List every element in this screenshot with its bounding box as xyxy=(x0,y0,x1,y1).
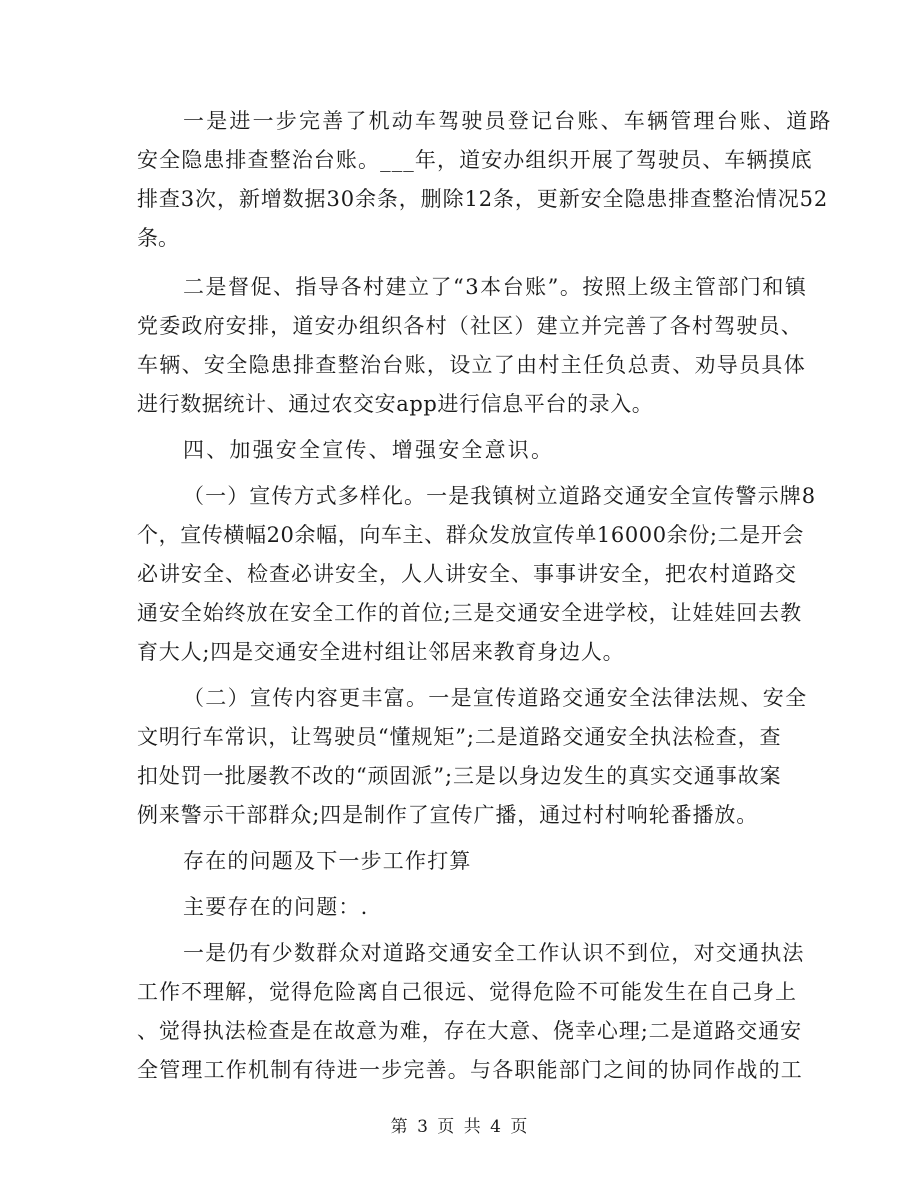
paragraph-4-line-1: （一）宣传方式多样化。一是我镇树立道路交通安全宣传警示牌8 xyxy=(183,484,817,508)
paragraph-1-line-1: 一是进一步完善了机动车驾驶员登记台账、车辆管理台账、道路 xyxy=(183,109,833,133)
paragraph-5-line-2: 文明行车常识，让驾驶员“懂规矩”;二是道路交通安全执法检查，查 xyxy=(137,725,782,749)
subheading-main-problems: 主要存在的问题：. xyxy=(183,895,369,919)
paragraph-5-line-1: （二）宣传内容更丰富。一是宣传道路交通安全法律法规、安全 xyxy=(183,686,808,710)
paragraph-2-line-4: 进行数据统计、通过农交安app进行信息平台的录入。 xyxy=(137,392,654,416)
page-number-footer: 第 3 页 共 4 页 xyxy=(390,1117,530,1137)
paragraph-8-line-2: 工作不理解，觉得危险离自己很远、觉得危险不可能发生在自己身上 xyxy=(137,980,797,1004)
section-heading-four: 四、加强安全宣传、增强安全意识。 xyxy=(183,438,555,462)
paragraph-8-line-3: 、觉得执法检查是在故意为难，存在大意、侥幸心理;二是道路交通安 xyxy=(137,1019,802,1043)
paragraph-1-line-2: 安全隐患排查整治台账。___年，道安办组织开展了驾驶员、车辆摸底 xyxy=(137,148,813,172)
paragraph-8-line-1: 一是仍有少数群众对道路交通安全工作认识不到位，对交通执法 xyxy=(183,941,805,965)
paragraph-4-line-3: 必讲安全、检查必讲安全，人人讲安全、事事讲安全，把农村道路交 xyxy=(137,562,797,586)
paragraph-8-line-4: 全管理工作机制有待进一步完善。与各职能部门之间的协同作战的工 xyxy=(137,1058,803,1082)
paragraph-5-line-3: 扣处罚一批屡教不改的“顽固派”;三是以身边发生的真实交通事故案 xyxy=(137,764,782,788)
paragraph-4-line-2: 个，宣传横幅20余幅，向车主、群众发放宣传单16000余份;二是开会 xyxy=(137,523,804,547)
paragraph-5-line-4: 例来警示干部群众;四是制作了宣传广播，通过村村响轮番播放。 xyxy=(137,803,759,827)
paragraph-4-line-4: 通安全始终放在安全工作的首位;三是交通安全进学校，让娃娃回去教 xyxy=(137,601,802,625)
paragraph-2-line-2: 党委政府安排，道安办组织各村（社区）建立并完善了各村驾驶员、 xyxy=(137,314,803,338)
paragraph-1-line-4: 条。 xyxy=(137,226,179,250)
paragraph-2-line-3: 车辆、安全隐患排查整治台账，设立了由村主任负总责、劝导员具体 xyxy=(137,353,806,377)
section-heading-problems: 存在的问题及下一步工作打算 xyxy=(183,849,472,873)
paragraph-2-line-1: 二是督促、指导各村建立了“3本台账”。按照上级主管部门和镇 xyxy=(183,275,808,299)
paragraph-4-line-5: 育大人;四是交通安全进村组让邻居来教育身边人。 xyxy=(137,640,625,664)
paragraph-1-line-3: 排查3次，新增数据30余条，删除12条，更新安全隐患排查整治情况52 xyxy=(137,187,829,211)
